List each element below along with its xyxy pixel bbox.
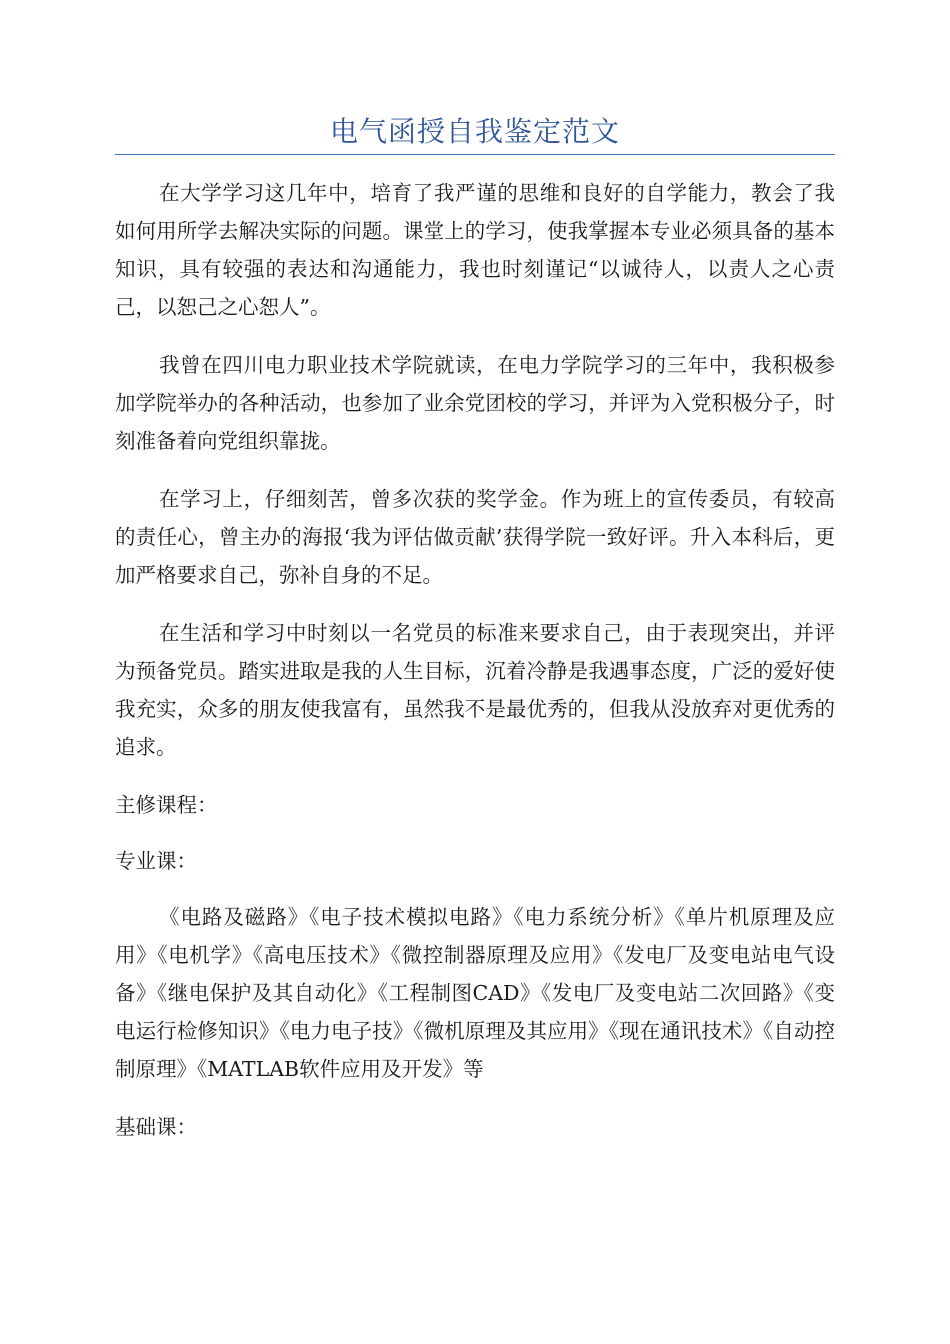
document-body xyxy=(115,174,835,1164)
paragraph-scholarship: 在学习上，仔细刻苦，曾多次获的奖学金。作为班上的宣传委员，有较高的责任心，曾主办的海报‘我为评估做贡献’获得学院一致好评。升入本科后，更加严格要求自己，弥补自身的不足。 xyxy=(115,487,835,587)
paragraph-college: 我曾在四川电力职业技术学院就读，在电力学院学习的三年中，我积极参加学院举办的各种活动，也参加了业余党团校的学习，并评为入党积极分子，时刻准备着向党组织靠拢。 xyxy=(115,353,835,453)
professional-courses-label: 专业课： xyxy=(115,849,197,873)
paragraph-life: 在生活和学习中时刻以一名党员的标准来要求自己，由于表现突出，并评为预备党员。踏实进取是我的人生目标，沉着冷静是我遇事态度，广泛的爱好使我充实，众多的朋友使我富有，虽然我不是最优秀的，但我从没放弃对更优秀的追求。 xyxy=(115,621,835,759)
title-underline xyxy=(115,154,835,155)
document-title: 电气函授自我鉴定范文 xyxy=(329,115,620,148)
paragraph-study: 在大学学习这几年中，培育了我严谨的思维和良好的自学能力，教会了我如何用所学去解决实际的问题。课堂上的学习，使我掌握本专业必须具备的基本知识，具有较强的表达和沟通能力，我也时刻谨记“以诚待人，以责人之心责己，以恕己之心恕人”。 xyxy=(115,181,835,319)
main-courses-label: 主修课程： xyxy=(115,793,218,817)
professional-courses-list: 《电路及磁路》《电子技术模拟电路》《电力系统分析》《单片机原理及应用》《电机学》《高电压技术》《微控制器原理及应用》《发电厂及变电站电气设备》《继电保护及其自动化》《工程制图CAD》《发电厂及变电站二次回路》《变电运行检修知识》《电力电子技》《微机原理及其应用》《现在通讯技术》《自动控制原理》《MATLAB软件应用及开发》等 xyxy=(115,905,835,1081)
basic-courses-label: 基础课： xyxy=(115,1115,197,1139)
